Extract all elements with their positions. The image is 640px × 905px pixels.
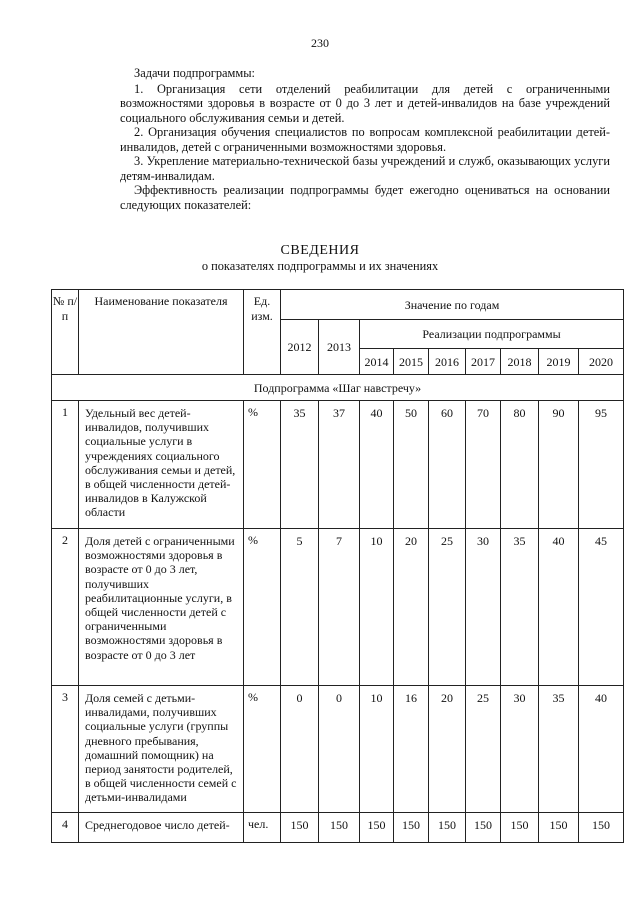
value-cell: 45	[579, 529, 624, 686]
table-row	[52, 401, 624, 529]
header-year: 2017	[466, 349, 501, 375]
value-cell: 60	[429, 401, 466, 529]
header-year: 2014	[360, 349, 394, 375]
value-cell: 150	[319, 813, 360, 843]
header-year: 2012	[281, 320, 319, 375]
table-row	[52, 529, 624, 686]
efficiency-paragraph: Эффективность реализации подпрограммы будет ежегодно оцениваться на основании следующих показателей:	[120, 183, 610, 212]
header-values-by-year: Значение по годам	[281, 290, 624, 320]
value-cell: 5	[281, 529, 319, 686]
intro-text	[120, 66, 610, 212]
value-cell: 90	[539, 401, 579, 529]
value-cell: 150	[501, 813, 539, 843]
value-cell: 150	[539, 813, 579, 843]
value-cell: 0	[281, 686, 319, 813]
document-title: СВЕДЕНИЯ	[280, 243, 360, 258]
row-number: 3	[52, 686, 79, 813]
value-cell: 95	[579, 401, 624, 529]
value-cell: 150	[394, 813, 429, 843]
table-row	[52, 813, 624, 843]
task-item: 3. Укрепление материально-технической базы учреждений и служб, оказывающих услуги детям-инвалидам.	[120, 154, 610, 183]
value-cell: 0	[319, 686, 360, 813]
value-cell: 35	[539, 686, 579, 813]
value-cell: 150	[429, 813, 466, 843]
value-cell: 150	[579, 813, 624, 843]
value-cell: 35	[501, 529, 539, 686]
header-year: 2013	[319, 320, 360, 375]
row-number: 2	[52, 529, 79, 686]
unit-cell: чел.	[244, 813, 281, 843]
value-cell: 40	[360, 401, 394, 529]
value-cell: 30	[501, 686, 539, 813]
document-subtitle: о показателях подпрограммы и их значениях	[201, 259, 439, 273]
header-year: 2020	[579, 349, 624, 375]
indicators-table	[51, 289, 624, 843]
value-cell: 150	[281, 813, 319, 843]
section-title: Подпрограмма «Шаг навстречу»	[52, 375, 624, 401]
value-cell: 16	[394, 686, 429, 813]
title-block	[0, 243, 640, 274]
value-cell: 10	[360, 529, 394, 686]
indicator-name: Среднегодовое число детей-	[79, 813, 244, 843]
value-cell: 10	[360, 686, 394, 813]
value-cell: 50	[394, 401, 429, 529]
value-cell: 40	[539, 529, 579, 686]
table-row	[52, 686, 624, 813]
value-cell: 70	[466, 401, 501, 529]
page-number: 230	[311, 36, 329, 50]
row-number: 4	[52, 813, 79, 843]
unit-cell: %	[244, 686, 281, 813]
indicator-name: Доля детей с ограниченными возможностями здоровья в возрасте от 0 до 3 лет, получивших реабилитационные услуги, в общей численности детей с ограниченными возможностями здоровья в возрасте от 0 до 3 лет	[79, 529, 244, 686]
value-cell: 35	[281, 401, 319, 529]
value-cell: 40	[579, 686, 624, 813]
value-cell: 30	[466, 529, 501, 686]
indicator-name: Удельный вес детей-инвалидов, получивших социальные услуги в учреждениях социального обслуживания семьи и детей, в общей численности детей-инвалидов в Калужской области	[79, 401, 244, 529]
value-cell: 80	[501, 401, 539, 529]
header-unit: Ед. изм.	[244, 290, 281, 375]
header-name: Наименование показателя	[79, 290, 244, 375]
header-number: № п/п	[52, 290, 79, 375]
unit-cell: %	[244, 529, 281, 686]
value-cell: 25	[429, 529, 466, 686]
value-cell: 25	[466, 686, 501, 813]
section-row	[52, 375, 624, 401]
task-item: 2. Организация обучения специалистов по вопросам комплексной реабилитации детей-инвалидов, детей с ограниченными возможностями здоровья.	[120, 125, 610, 154]
header-year: 2016	[429, 349, 466, 375]
value-cell: 7	[319, 529, 360, 686]
header-year: 2019	[539, 349, 579, 375]
table-header-row	[52, 290, 624, 320]
row-number: 1	[52, 401, 79, 529]
value-cell: 150	[466, 813, 501, 843]
indicator-name: Доля семей с детьми-инвалидами, получивших социальные услуги (группы дневного пребывания, домашний помощник) на период занятости родителей, в общей численности семей с детьми-инвалидами	[79, 686, 244, 813]
value-cell: 20	[429, 686, 466, 813]
unit-cell: %	[244, 401, 281, 529]
value-cell: 20	[394, 529, 429, 686]
header-realization: Реализации подпрограммы	[360, 320, 624, 349]
header-year: 2015	[394, 349, 429, 375]
task-item: 1. Организация сети отделений реабилитации для детей с ограниченными возможностями здоровья в возрасте от 0 до 3 лет и детей-инвалидов на базе учреждений социального обслуживания семьи и детей.	[120, 81, 610, 125]
value-cell: 37	[319, 401, 360, 529]
header-year: 2018	[501, 349, 539, 375]
value-cell: 150	[360, 813, 394, 843]
tasks-heading: Задачи подпрограммы:	[134, 66, 255, 80]
